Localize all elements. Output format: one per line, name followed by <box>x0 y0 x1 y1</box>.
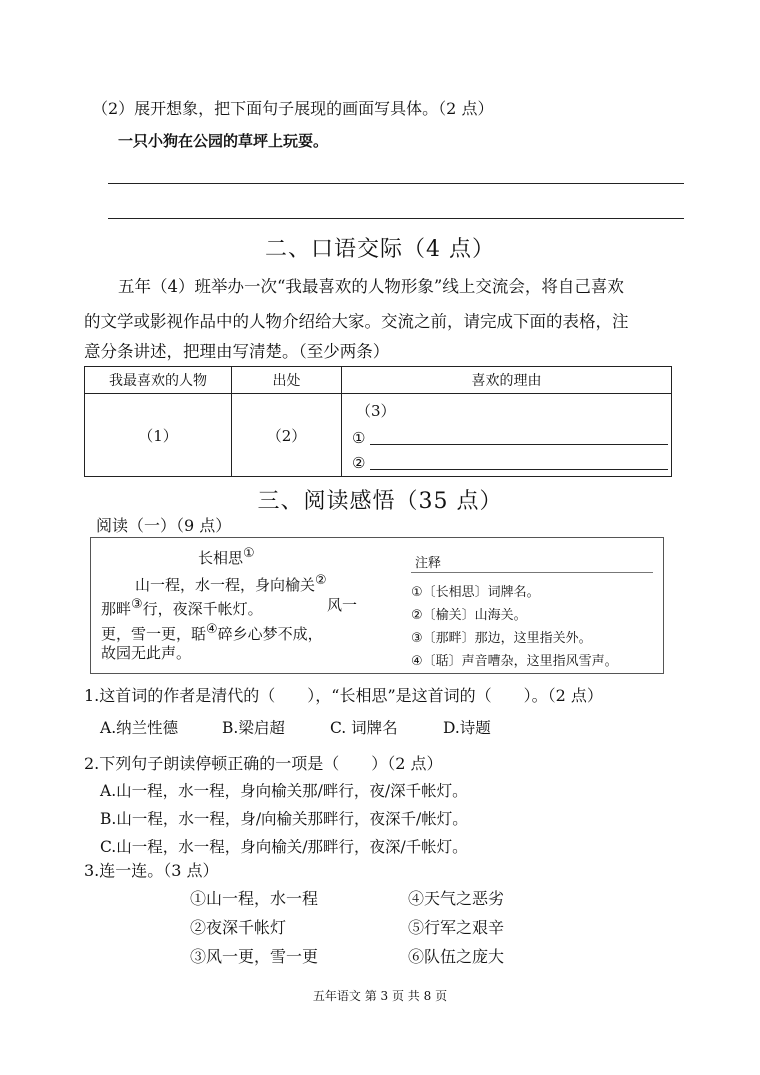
question-2-sentence: 一只小狗在公园的草坪上玩耍。 <box>118 132 329 150</box>
note-item-4: ④〔聒〕声音嘈杂，这里指风雪声。 <box>411 654 618 669</box>
match-right-3[interactable]: ⑥队伍之庞大 <box>408 947 505 966</box>
section-3-title: 三、阅读感悟（35 点） <box>257 489 503 514</box>
question-1-text: 1.这首词的作者是清代的（ ），“长相思”是这首词的（ ）。（2 点） <box>84 686 603 705</box>
question-2-text: 2.下列句子朗读停顿正确的一项是（ ）（2 点） <box>84 754 443 773</box>
reading-1-heading: 阅读（一）（9 点） <box>96 516 232 535</box>
poem-line-3-a: 更，雪一更，聒 <box>101 625 207 643</box>
poem-line-2 <box>101 593 263 621</box>
question-3-text: 3.连一连。（3 点） <box>84 861 219 880</box>
notes-divider <box>411 572 653 573</box>
match-right-1[interactable]: ④天气之恶劣 <box>408 889 505 908</box>
cell-source[interactable]: （2） <box>232 394 342 477</box>
reason-bullet-1: ① <box>352 429 366 447</box>
q1-option-b[interactable]: B.梁启超 <box>222 719 285 737</box>
section-2-paragraph-line-1: 五年（4）班举办一次“我最喜欢的人物形象”线上交流会，将自己喜欢 <box>118 277 624 296</box>
cell-reason[interactable] <box>342 394 672 477</box>
reason-line-1[interactable] <box>370 444 668 445</box>
header-source: 出处 <box>232 367 342 394</box>
q2-option-b[interactable]: B.山一程，水一程，身/向榆关那畔行，夜深千/帐灯。 <box>100 810 468 828</box>
poem-title-text: 长相思 <box>198 549 244 567</box>
page-footer: 五年语文 第 3 页 共 8 页 <box>312 989 448 1003</box>
note-item-3: ③〔那畔〕那边，这里指关外。 <box>411 631 592 646</box>
q1-option-a[interactable]: A.纳兰性德 <box>100 719 179 737</box>
q1-option-d[interactable]: D.诗题 <box>443 719 491 737</box>
character-table <box>84 366 672 477</box>
match-left-2[interactable]: ②夜深千帐灯 <box>190 918 287 937</box>
note-item-1: ①〔长相思〕词牌名。 <box>411 585 540 600</box>
reason-label: （3） <box>356 402 396 420</box>
poem-line-2-mark: ③ <box>131 597 143 612</box>
section-2-paragraph-line-3: 意分条讲述，把理由写清楚。（至少两条） <box>84 342 390 361</box>
cell-person[interactable]: （1） <box>85 394 232 477</box>
reason-bullet-2: ② <box>352 454 366 472</box>
q2-option-a[interactable]: A.山一程，水一程，身向榆关那/畔行，夜/深千帐灯。 <box>100 782 468 800</box>
poem-title-mark: ① <box>243 546 255 561</box>
answer-line-1[interactable] <box>108 183 684 184</box>
match-left-1[interactable]: ①山一程，水一程 <box>190 889 319 908</box>
q1-option-c[interactable]: C. 词牌名 <box>330 719 398 737</box>
poem-line-2-c: 风一 <box>327 596 358 614</box>
question-2-prompt: （2）展开想象，把下面句子展现的画面写具体。（2 点） <box>92 99 494 118</box>
answer-line-2[interactable] <box>108 218 684 219</box>
reason-line-2[interactable] <box>370 469 668 470</box>
notes-title: 注释 <box>415 556 442 571</box>
match-left-3[interactable]: ③风一更，雪一更 <box>190 947 319 966</box>
match-right-2[interactable]: ⑤行军之艰辛 <box>408 918 505 937</box>
header-reason: 喜欢的理由 <box>342 367 672 394</box>
poem-line-1-mark: ② <box>315 573 327 588</box>
table-header-row <box>85 367 672 394</box>
poem-line-2-b: 行，夜深千帐灯。 <box>142 600 263 618</box>
poem-box <box>90 537 664 674</box>
poem-line-3-b: 碎乡心梦不成， <box>217 625 323 643</box>
table-row <box>85 394 672 477</box>
section-2-title: 二、口语交际（4 点） <box>265 237 495 262</box>
header-person: 我最喜欢的人物 <box>85 367 232 394</box>
poem-line-3-mark: ④ <box>206 622 218 637</box>
poem-line-4: 故园无此声。 <box>101 644 192 662</box>
poem-line-2-a: 那畔 <box>101 600 132 618</box>
note-item-2: ②〔榆关〕山海关。 <box>411 608 527 623</box>
poem-title <box>198 542 255 570</box>
q2-option-c[interactable]: C.山一程，水一程，身向榆关/那畔行，夜深/千帐灯。 <box>100 838 468 856</box>
poem-line-1-text: 山一程，水一程，身向榆关 <box>135 576 316 594</box>
section-2-paragraph-line-2: 的文学或影视作品中的人物介绍给大家。交流之前，请完成下面的表格，注 <box>84 312 629 331</box>
